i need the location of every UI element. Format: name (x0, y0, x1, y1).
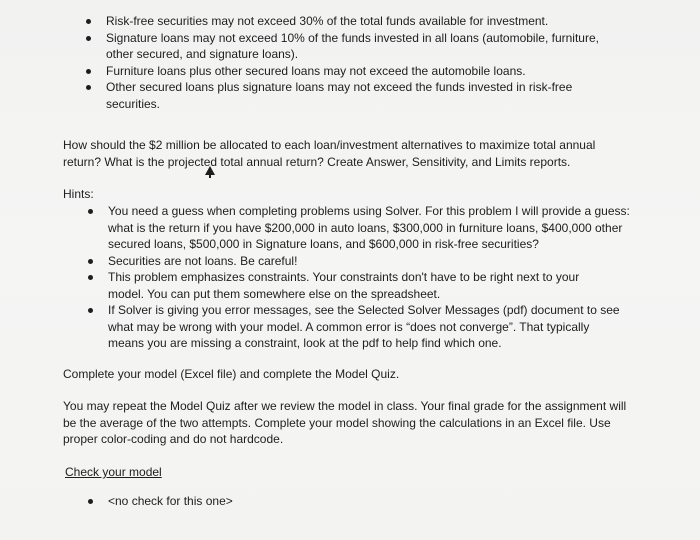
constraint-text: Signature loans may not exceed 10% of the funds invested in all loans (automobile, furniture, other secured, and signature loans). (106, 30, 599, 61)
question-text: How should the $2 million be allocated to each loan/investment alternatives to maximize total annual return? What is the projected total annual return? Create Answer, Sensitivity, and Limits reports. (63, 138, 596, 169)
hint-text: You need a guess when completing problems using Solver. For this problem I will provide a guess: what is the return if you have $200,000 in auto loans, $300,000 in furniture loans, $400,000 other secured loans, $500,000 in Signature loans, and $600,000 in risk-free securities? (108, 204, 630, 251)
list-item (108, 493, 233, 510)
bullet-icon (88, 209, 93, 214)
list-item (108, 302, 623, 352)
list-item (106, 63, 576, 80)
complete-model-text: Complete your model (Excel file) and complete the Model Quiz. (63, 367, 400, 381)
constraint-text: Risk-free securities may not exceed 30% of the total funds available for investment. (106, 14, 549, 28)
hint-text: If Solver is giving you error messages, see the Selected Solver Messages (pdf) document to see what may be wrong with your model. A common error is “does not converge”. That typically means you are missing a constraint, look at the pdf to help find which one. (108, 303, 620, 350)
bullet-icon (86, 85, 91, 90)
hints-list (108, 203, 648, 352)
bullet-icon (88, 308, 93, 313)
list-item (106, 13, 576, 30)
mouse-cursor-icon (205, 166, 215, 175)
check-item-text: <no check for this one> (108, 494, 233, 508)
hints-heading: Hints: (63, 187, 94, 201)
list-item (106, 79, 596, 112)
constraint-text: Other secured loans plus signature loans may not exceed the funds invested in risk-free securities. (106, 80, 573, 111)
bullet-icon (86, 19, 91, 24)
bullet-icon (86, 69, 91, 74)
hint-text: Securities are not loans. Be careful! (108, 253, 298, 268)
bullet-icon (88, 275, 93, 280)
list-item (106, 30, 621, 63)
repeat-quiz-text: You may repeat the Model Quiz after we review the model in class. Your final grade for the assignment will be the average of the two attempts. Complete your model showing the calculations in an Excel file. Use proper color-coding and do not hardcode. (63, 399, 627, 446)
list-item (108, 269, 608, 302)
constraints-list (106, 13, 666, 112)
list-item (108, 203, 648, 253)
hint-text: This problem emphasizes constraints. Your constraints don't have to be right next to your model. You can put them somewhere else on the spreadsheet. (108, 270, 580, 301)
check-model-link[interactable]: Check your model (65, 465, 162, 479)
bullet-icon (88, 259, 93, 264)
bullet-icon (88, 499, 93, 504)
list-item (108, 253, 648, 270)
constraint-text: Furniture loans plus other secured loans may not exceed the automobile loans. (106, 63, 526, 78)
bullet-icon (86, 36, 91, 41)
